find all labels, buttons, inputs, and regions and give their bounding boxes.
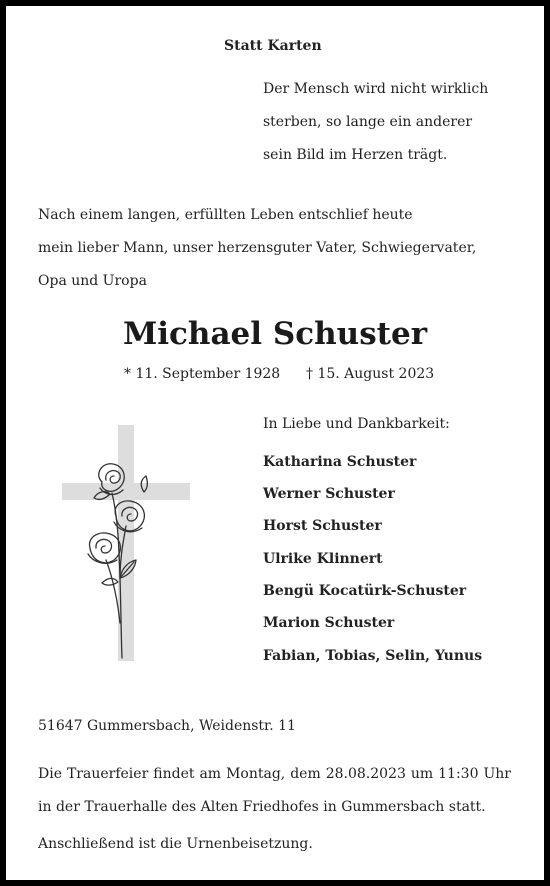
quote-line: sterben, so lange ein anderer [263, 114, 473, 130]
quote-line: sein Bild im Herzen trägt. [263, 147, 448, 163]
mourner-name: Bengü Kocatürk-Schuster [263, 583, 467, 599]
obituary-notice [6, 6, 544, 880]
cross-with-roses-illustration [56, 418, 206, 663]
birth-symbol: * [124, 366, 131, 382]
mourner-name: Fabian, Tobias, Selin, Yunus [263, 648, 483, 664]
header-title: Statt Karten [224, 38, 322, 54]
cross-icon [62, 425, 190, 661]
death-date-value: 15. August 2023 [317, 366, 435, 382]
mourner-name: Horst Schuster [263, 518, 382, 534]
quote-line: Der Mensch wird nicht wirklich [263, 81, 489, 97]
death-symbol: † [306, 366, 313, 382]
ceremony-info: Die Trauerfeier findet am Montag, dem 28.08.2023 um 11:30 Uhr in der Trauerhalle des Alten Friedhofes in Gummersbach statt. [38, 766, 511, 815]
mourner-name: Marion Schuster [263, 615, 395, 631]
mourner-name: Werner Schuster [263, 486, 395, 502]
family-address: 51647 Gummersbach, Weidenstr. 11 [38, 718, 296, 734]
mourner-name: Katharina Schuster [263, 454, 417, 470]
death-date [306, 364, 434, 384]
intro-line: Opa und Uropa [38, 273, 147, 289]
intro-line: Nach einem langen, erfüllten Leben entschlief heute [38, 207, 413, 223]
closing-note: Anschließend ist die Urnenbeisetzung. [38, 836, 313, 852]
birth-date [124, 364, 280, 384]
intro-line: mein lieber Mann, unser herzensguter Vater, Schwiegervater, [38, 240, 477, 256]
birth-date-value: 11. September 1928 [135, 366, 281, 382]
mourners-heading: In Liebe und Dankbarkeit: [263, 416, 450, 432]
mourner-name: Ulrike Klinnert [263, 551, 383, 567]
deceased-name: Michael Schuster [122, 316, 428, 352]
